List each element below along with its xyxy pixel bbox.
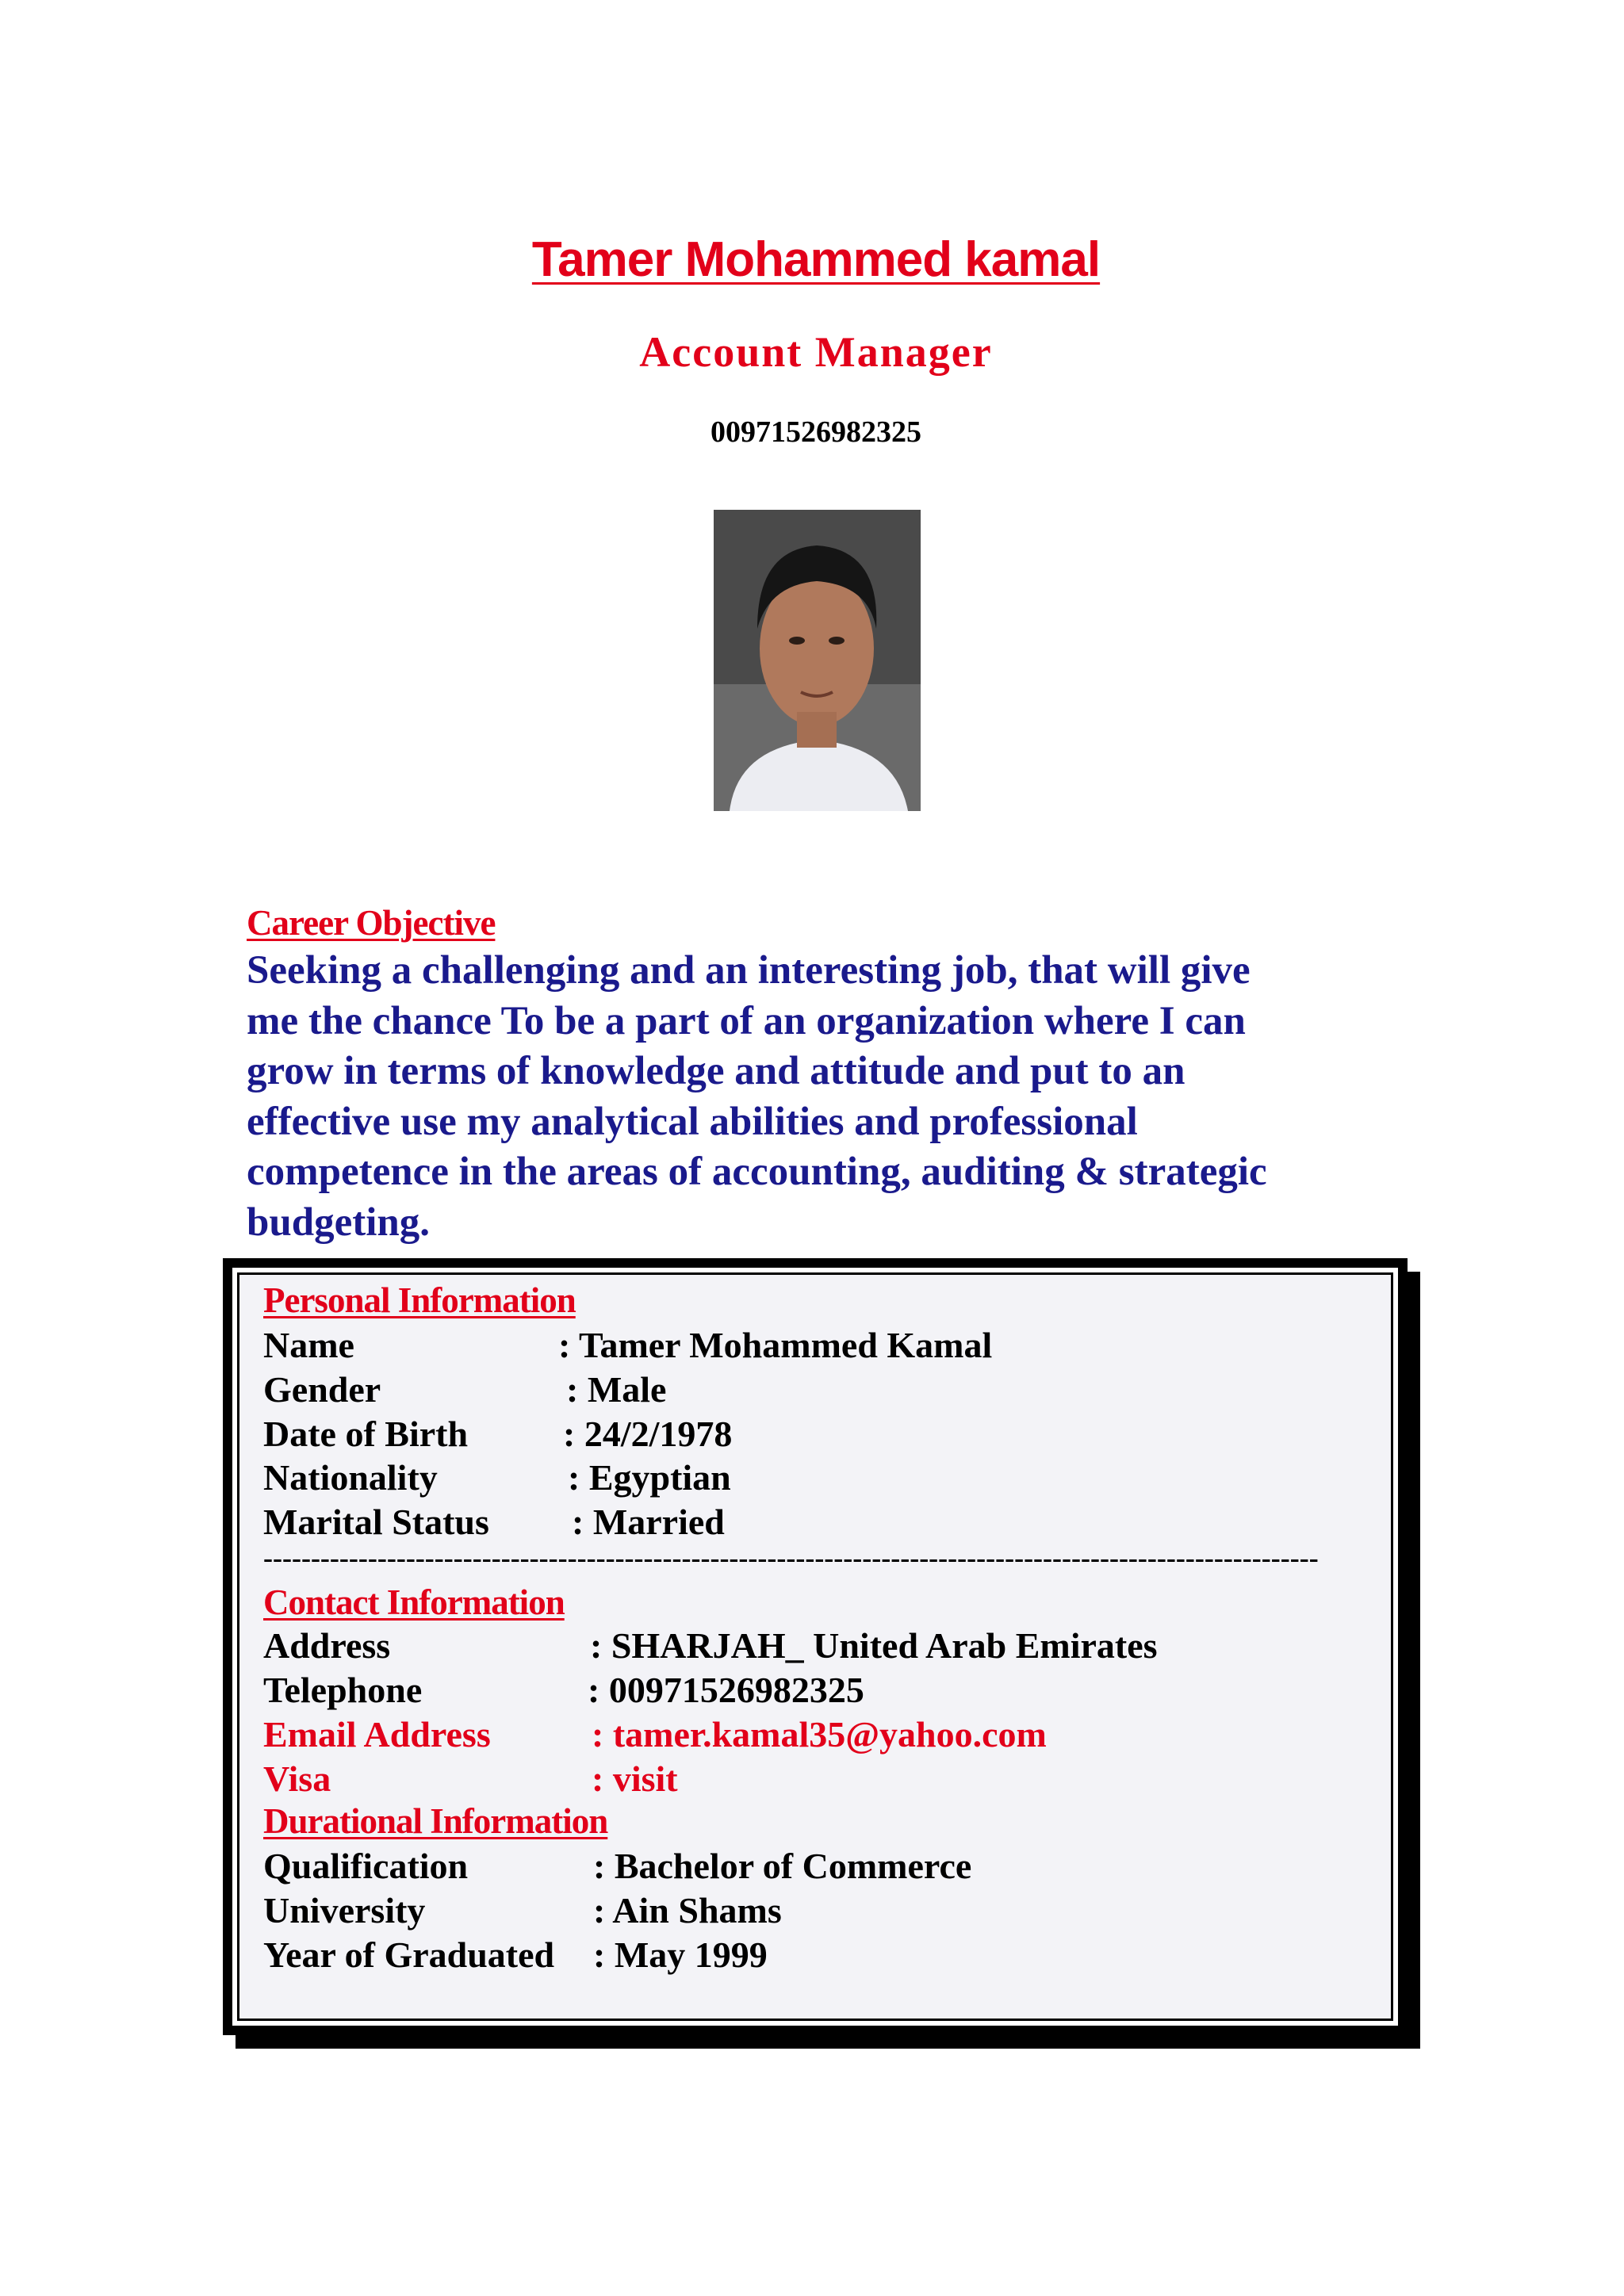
durational-info-heading: Durational Information: [263, 1801, 608, 1841]
row-value: : Tamer Mohammed Kamal: [558, 1325, 993, 1365]
personal-info-heading: Personal Information: [263, 1280, 576, 1320]
row-label: University: [263, 1890, 426, 1931]
career-objective-text: [247, 946, 1381, 1248]
row-value: : May 1999: [593, 1934, 768, 1975]
row-value: : SHARJAH_ United Arab Emirates: [590, 1625, 1158, 1666]
row-label: Telephone: [263, 1670, 423, 1710]
row-label: Nationality: [263, 1457, 438, 1498]
row-label: Gender: [263, 1369, 381, 1410]
row-value: : 24/2/1978: [563, 1414, 733, 1454]
info-box-border: [229, 1265, 1401, 2029]
row-label: Name: [263, 1325, 354, 1365]
objective-line: grow in terms of knowledge and attitude and put to an: [247, 1049, 1185, 1093]
row-label: Date of Birth: [263, 1414, 469, 1454]
profile-photo: [714, 510, 921, 811]
objective-line: effective use my analytical abilities and professional: [247, 1099, 1138, 1144]
row-label: Marital Status: [263, 1502, 489, 1542]
row-value: : Male: [566, 1369, 667, 1410]
row-label: Year of Graduated: [263, 1934, 555, 1975]
resume-name: Tamer Mohammed kamal: [531, 232, 1101, 287]
contact-info-heading: Contact Information: [263, 1582, 565, 1622]
row-label: Address: [263, 1625, 391, 1666]
row-label: Qualification: [263, 1846, 469, 1886]
objective-line: Seeking a challenging and an interesting job, that will give: [247, 948, 1251, 993]
objective-line: budgeting.: [247, 1200, 430, 1245]
header-phone: 00971526982325: [710, 415, 921, 449]
info-box: [223, 1258, 1408, 2035]
row-value: : Bachelor of Commerce: [593, 1846, 972, 1886]
row-value: : Ain Shams: [593, 1890, 782, 1931]
section-divider: ---------------------------------------------------------------------------------------------------------------: [263, 1542, 1319, 1574]
row-value: : Married: [572, 1502, 725, 1542]
row-value: : tamer.kamal35@yahoo.com: [592, 1714, 1047, 1755]
objective-line: me the chance To be a part of an organization where I can: [247, 998, 1246, 1043]
row-value: : Egyptian: [568, 1457, 731, 1498]
row-value: : 00971526982325: [588, 1670, 864, 1710]
row-label: Visa: [263, 1758, 331, 1799]
objective-line: competence in the areas of accounting, auditing & strategic: [247, 1150, 1267, 1194]
row-label: Email Address: [263, 1714, 491, 1755]
row-value: : visit: [592, 1758, 678, 1799]
info-box-content: [237, 1272, 1393, 2021]
career-objective-heading: Career Objective: [247, 903, 496, 943]
job-title: Account Manager: [639, 328, 993, 376]
